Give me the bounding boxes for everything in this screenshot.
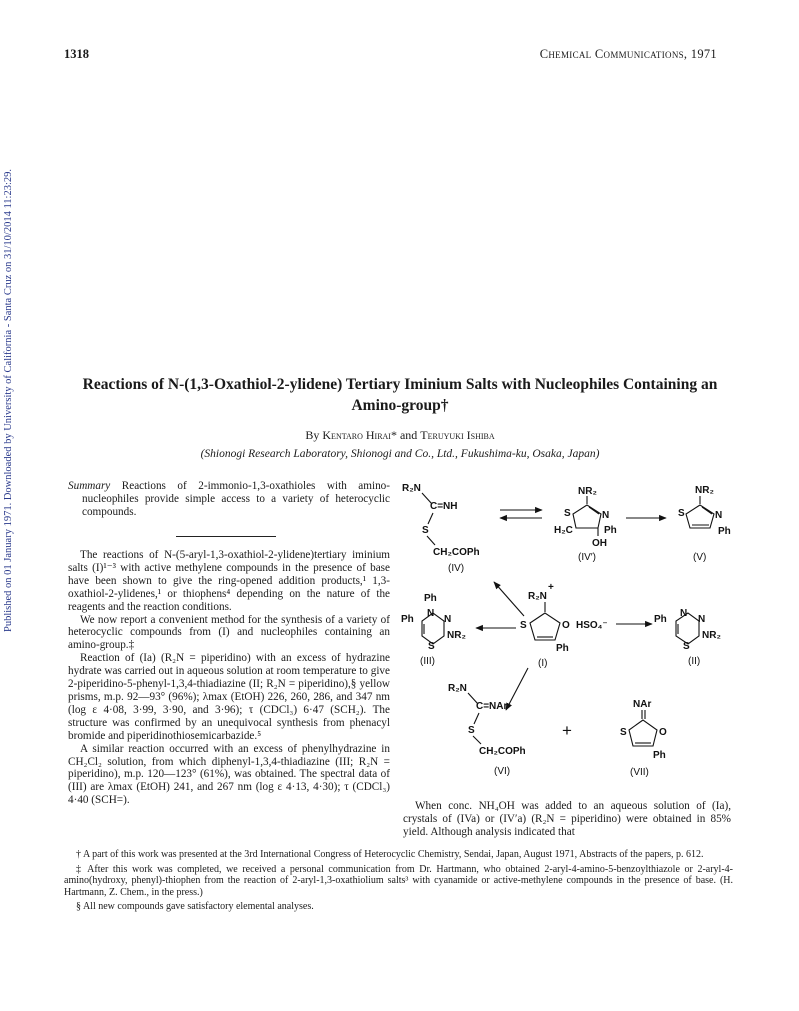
footnote-section: § All new compounds gave satisfactory elemental analyses. (76, 901, 314, 912)
IVp-oh: OH (592, 538, 607, 549)
III-n1: N (427, 608, 435, 619)
I-o: O (562, 620, 570, 631)
paragraph-report: We now report a convenient method for the synthesis of a variety of heterocyclic compounds from (I) and nucleophiles containing an amino-group.‡ (68, 613, 390, 652)
VII-nar: NAr (633, 699, 652, 710)
paragraph-phenylhydrazine: A similar reaction occurred with an excess of phenylhydrazine in CH₂Cl₂ solution, from which diphenyl-1,3,4-thiadiazine (III; R₂N = piperidino), m.p. 120—123° (61%), was obtained. The spectral data of (III) are λmax (EtOH) 241, and 267 nm (log ε 4·13, 4·30); τ (CDCl₃) 4·40 (SCH=). (68, 742, 390, 807)
II-s: S (683, 641, 690, 652)
summary-block (68, 480, 390, 519)
reaction-scheme (400, 478, 740, 788)
IV-s: S (422, 525, 429, 536)
byline (60, 428, 740, 443)
V-ph: Ph (718, 526, 731, 537)
arrow-to-IV (494, 582, 524, 616)
III-ph-left: Ph (401, 614, 414, 625)
compound-IV (402, 483, 480, 574)
I-plus: + (548, 582, 554, 593)
III-ph-top: Ph (424, 593, 437, 604)
II-label: (II) (688, 656, 701, 667)
footnote-double-dagger: ‡ After this work was completed, we received a personal communication from Dr. Hartmann, who obtained 2-aryl-4-amino-5-benzoylthiazole or 2-aryl-4-amino(hydroxy, phenyl)-thiophen from the reaction of 2-aryl-1,3-oxathiolium salts³ with cyanamide or active-methylene compounds in the presence of base. (H. Hartmann, Z. Chem., in the press.) (64, 863, 733, 898)
VII-label: (VII) (630, 767, 649, 778)
I-s: S (520, 620, 527, 631)
V-nr2: NR₂ (695, 485, 714, 496)
footnote-dagger: † A part of this work was presented at the 3rd International Congress of Heterocyclic Chemistry, Sendai, Japan, August 1971, Abstracts of the papers, p. 612. (76, 849, 704, 860)
V-n: N (715, 510, 723, 521)
IVp-n: N (602, 510, 610, 521)
byline-and: and (399, 428, 418, 442)
II-n2: N (698, 614, 706, 625)
III-n2: N (444, 614, 452, 625)
left-column-body (68, 549, 390, 807)
compound-VII (620, 699, 667, 778)
VI-s: S (468, 725, 475, 736)
page-number: 1318 (64, 47, 89, 61)
download-notice: Published on 01 January 1971. Downloaded by University of California - Santa Cruz on 31/10/2014 11:23:29. (3, 168, 14, 632)
author-hirai: Kentaro Hirai* (322, 428, 397, 442)
IV-label: (IV) (448, 563, 465, 574)
III-nr2: NR₂ (447, 630, 466, 641)
compound-II (654, 608, 721, 667)
IVp-s: S (564, 508, 571, 519)
arrow-to-VI (506, 668, 528, 710)
IVp-ph: Ph (604, 525, 617, 536)
I-r2n: R₂N (528, 591, 547, 602)
paragraph-hydrazine: Reaction of (Ia) (R₂N = piperidino) with an excess of hydrazine hydrate was carried out in aqueous solution at room temperature to give 2-piperidino-5-phenyl-1,3,4-thiadiazine (II; R₂N = piperidino),§ yellow prisms, m.p. 92—93° (96%); λmax (EtOH) 226, 260, 286, and 347 nm (log ε 4·08, 3·99, 3·90, and 3·96); τ (CDCl₃) 6·47 (SCH₂). The structure was confirmed by an unequivocal synthesis from phenacyl bromide and piperidinothiosemicarbazide.⁵ (68, 652, 390, 742)
compound-IV-prime (554, 486, 617, 563)
V-s: S (678, 508, 685, 519)
divider-rule (176, 536, 276, 537)
VI-ch2: CH₂COPh (479, 746, 526, 757)
compound-I (520, 582, 608, 669)
IV-ch2: CH₂COPh (433, 547, 480, 558)
running-head: Chemical Communications, 1971 (539, 47, 717, 61)
IVp-label: (IV′) (578, 552, 596, 563)
I-anion: HSO₄⁻ (576, 620, 608, 631)
VI-label: (VI) (494, 766, 511, 777)
IVp-nr2: NR₂ (578, 486, 597, 497)
VII-s: S (620, 727, 627, 738)
compound-VI (448, 683, 526, 777)
compound-III (401, 593, 466, 667)
VII-ph: Ph (653, 750, 666, 761)
compound-V (678, 485, 731, 563)
II-ph: Ph (654, 614, 667, 625)
I-label: (I) (538, 658, 548, 669)
byline-prefix: By (305, 428, 320, 442)
author-ishiba: Teruyuki Ishiba (420, 428, 495, 442)
III-label: (III) (420, 656, 435, 667)
paragraph-ammonia: When conc. NH₄OH was added to an aqueous solution of (Ia), crystals of (IVa) or (IV′a) (R₂N = piperidino) were obtained in 85% yield. Although analysis indicated that (403, 800, 731, 838)
right-column-body (403, 800, 731, 839)
summary-text: Reactions of 2-immonio-1,3-oxathioles with amino-nucleophiles provide simple access to a variety of heterocyclic compounds. (82, 480, 390, 518)
IV-r2n: R₂N (402, 483, 421, 494)
IVp-h2c: H₂C (554, 525, 573, 536)
article-title: Reactions of N-(1,3-Oxathiol-2-ylidene) Tertiary Iminium Salts with Nucleophiles Containing an Amino-group† (82, 376, 718, 414)
summary-label: Summary (68, 480, 111, 492)
paragraph-intro: The reactions of N-(5-aryl-1,3-oxathiol-2-ylidene)tertiary iminium salts (I)¹⁻³ with active methylene compounds in the presence of base have been shown to give the ring-opened addition products,¹ 1,3-oxathiol-2-ylidenes,¹ or thiophens⁴ depending on the nature of the reagents and the reaction conditions. (68, 549, 390, 613)
plus-sign: + (562, 721, 572, 740)
II-n1: N (680, 608, 688, 619)
VII-o: O (659, 727, 667, 738)
II-nr2: NR₂ (702, 630, 721, 641)
affiliation: (Shionogi Research Laboratory, Shionogi and Co., Ltd., Fukushima-ku, Osaka, Japan) (200, 448, 600, 460)
VI-r2n: R₂N (448, 683, 467, 694)
I-ph: Ph (556, 643, 569, 654)
equilibrium-arrows (500, 510, 542, 518)
V-label: (V) (693, 552, 707, 563)
IV-cnh: C=NH (430, 501, 458, 512)
footnotes (64, 849, 733, 916)
VI-cnar: C=NAr (476, 701, 508, 712)
III-s: S (428, 641, 435, 652)
